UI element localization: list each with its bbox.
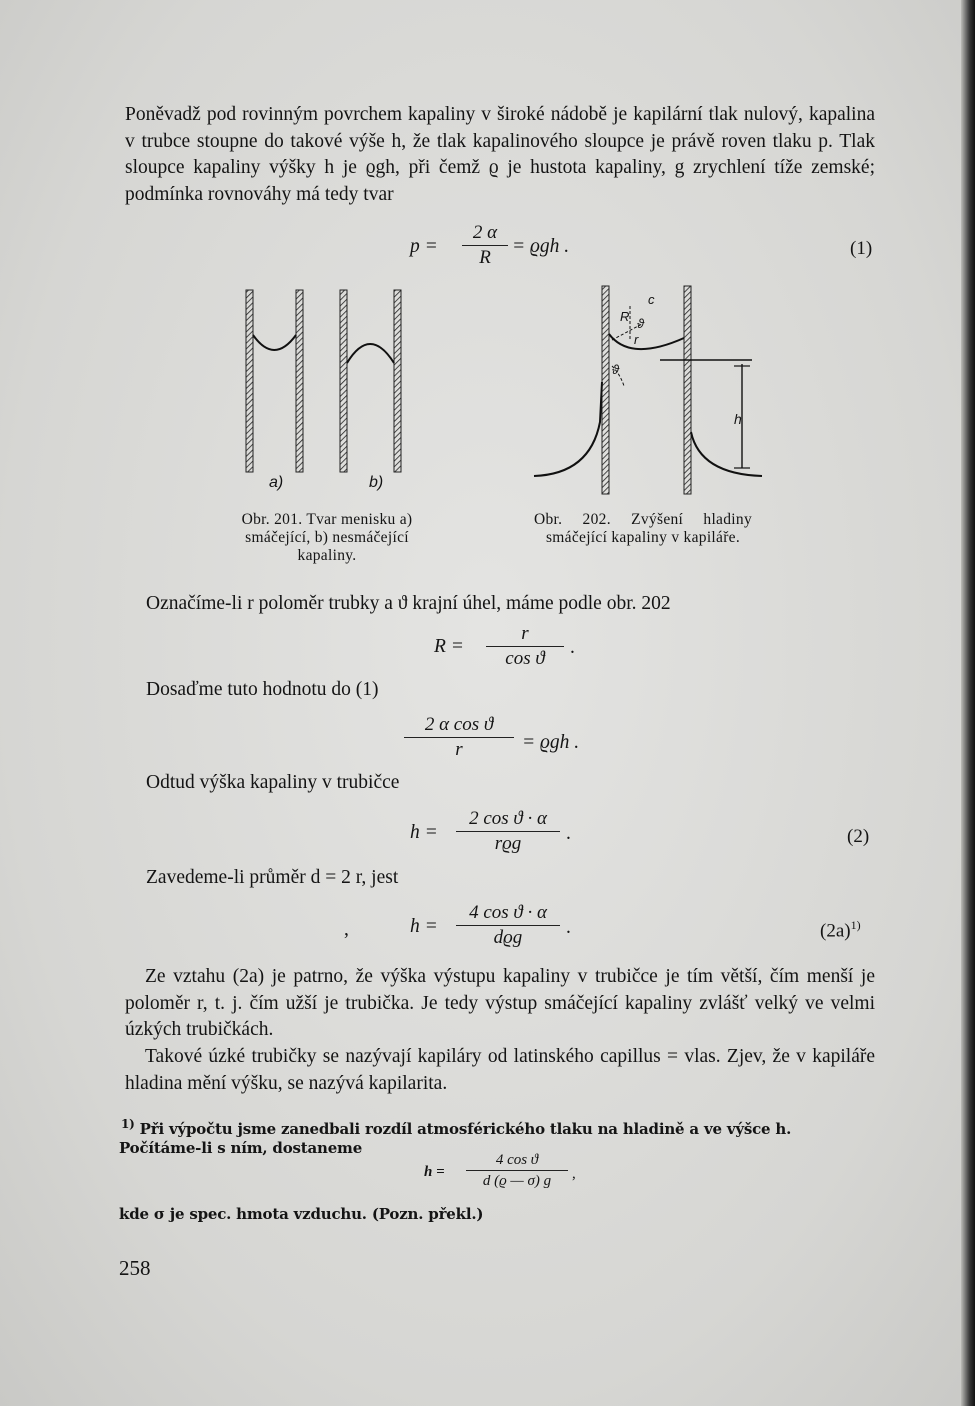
line-height-in-tube: Odtud výška kapaliny v trubičce [146,772,400,793]
eq2a-lhs: h = [410,916,438,937]
paragraph-capillary-pressure: Poněvadž pod rovinným povrchem kapaliny v široké nádobě je kapilární tlak nulový, kapalina v trubce stoupne do takové výše h, že tlak kapalinového sloupce je právě roven tlaku p. Tlak sloupce kapaliny výšky h je ϱgh, při čemž ϱ je hustota kapaliny, g zrychlení tíže zemské; podmínka rovnováhy má tedy tvar [125,104,875,205]
footnote-eq-denominator: d (ϱ — σ) g [482,1173,552,1189]
fig202-label-h: h [734,411,742,427]
fig202-label-r: r [634,332,639,347]
eqR-denominator: cos ϑ [505,648,545,669]
eq2a-fraction-bar [456,925,560,926]
eq-mid-numerator: 2 α cos ϑ [424,714,494,735]
eq1-numerator: 2 α [472,222,498,243]
fig201-label-a: a) [269,474,284,491]
eqR-dot: . [570,637,575,658]
eq2a-footnote-ref: 1) [850,918,861,932]
eq2a-numerator: 4 cos ϑ · α [469,902,547,923]
eq2a-dot: . [566,917,571,938]
line-denote-radius: Označíme-li r poloměr trubky a ϑ krajní úhel, máme podle obr. 202 [146,593,671,614]
eq2-number: (2) [847,826,870,847]
eq2-dot: . [566,823,571,844]
eq2-denominator: rϱg [494,833,522,854]
page-edge-shadow [961,0,975,1406]
eq-mid-rhs: = ϱgh . [522,732,580,753]
eq-mid-fraction [404,714,514,761]
fig201-label-b: b) [369,474,384,491]
eqR-numerator: r [521,623,529,644]
line-substitute: Dosaďme tuto hodnotu do (1) [146,679,379,700]
eq1-fraction-bar [462,245,508,246]
fig201-caption: Obr. 201. Tvar menisku a) smáčející, b) nesmáčející kapaliny. [241,511,413,564]
eq2-fraction-bar [456,831,560,832]
eq2-fraction [456,808,560,855]
fig202-label-R: R [620,309,630,324]
footnote-eq-comma: , [572,1166,576,1182]
footnote-eq-lhs: h = [424,1164,445,1180]
fig202-label-theta-top: ϑ [637,316,645,331]
footnote-eq-numerator: 4 cos ϑ [495,1152,539,1168]
footnote-eq-fraction-bar [466,1170,568,1171]
eq1-lhs: p = [410,236,438,257]
eq2-lhs: h = [410,822,438,843]
page-number: 258 [119,1256,151,1280]
eq1-fraction [462,222,508,269]
fig202-label-theta-bottom: ϑ [612,362,620,377]
eqR-fraction [486,623,564,670]
paragraph-conclusion: Ze vztahu (2a) je patrno, že výška výstupu kapaliny v trubičce je tím větší, čím menší je poloměr r, t. j. čím užší je trubička. Je tedy výstup smáčející kapaliny zvlášť velký ve velmi úzkých trubičkách. [125,966,875,1040]
eq1-number: (1) [850,238,873,259]
eq1-denominator: R [479,247,491,268]
eq2a-denominator: dϱg [493,927,523,948]
figure-202-capillary-rise [530,282,770,502]
eq-mid-fraction-bar [404,737,514,738]
eq2-numerator: 2 cos ϑ · α [469,808,547,829]
eq2a-number-group [820,918,861,942]
figure-201-meniscus-tubes [236,285,416,485]
footnote-after: kde σ je spec. hmota vzduchu. (Pozn. překl.) [119,1205,484,1223]
eq-mid-denominator: r [455,739,463,760]
footnote-text: Při výpočtu jsme zanedbali rozdíl atmosférického tlaku na hladině a ve výšce h. Počítáme-li s ním, dostaneme [119,1120,792,1157]
line-diameter: Zavedeme-li průměr d = 2 r, jest [146,867,399,888]
eqR-fraction-bar [486,646,564,647]
fig202-caption: Obr. 202. Zvýšení hladiny smáčející kapaliny v kapiláře. [534,511,752,546]
paragraph-capillarity: Takové úzké trubičky se nazývají kapiláry od latinského capillus = vlas. Zjev, že v kapiláře hladina mění výšku, se nazývá kapilarita. [125,1046,875,1094]
eq2a-prefix: , [344,919,349,940]
footnote-eq-fraction [466,1151,568,1190]
eq2a-fraction [456,902,560,949]
eq2a-number: (2a) [820,920,851,942]
fig202-label-c: c [648,292,655,307]
eqR-lhs: R = [434,636,464,657]
eq1-rhs: = ϱgh . [512,236,570,257]
footnote-mark: 1) [121,1117,135,1131]
